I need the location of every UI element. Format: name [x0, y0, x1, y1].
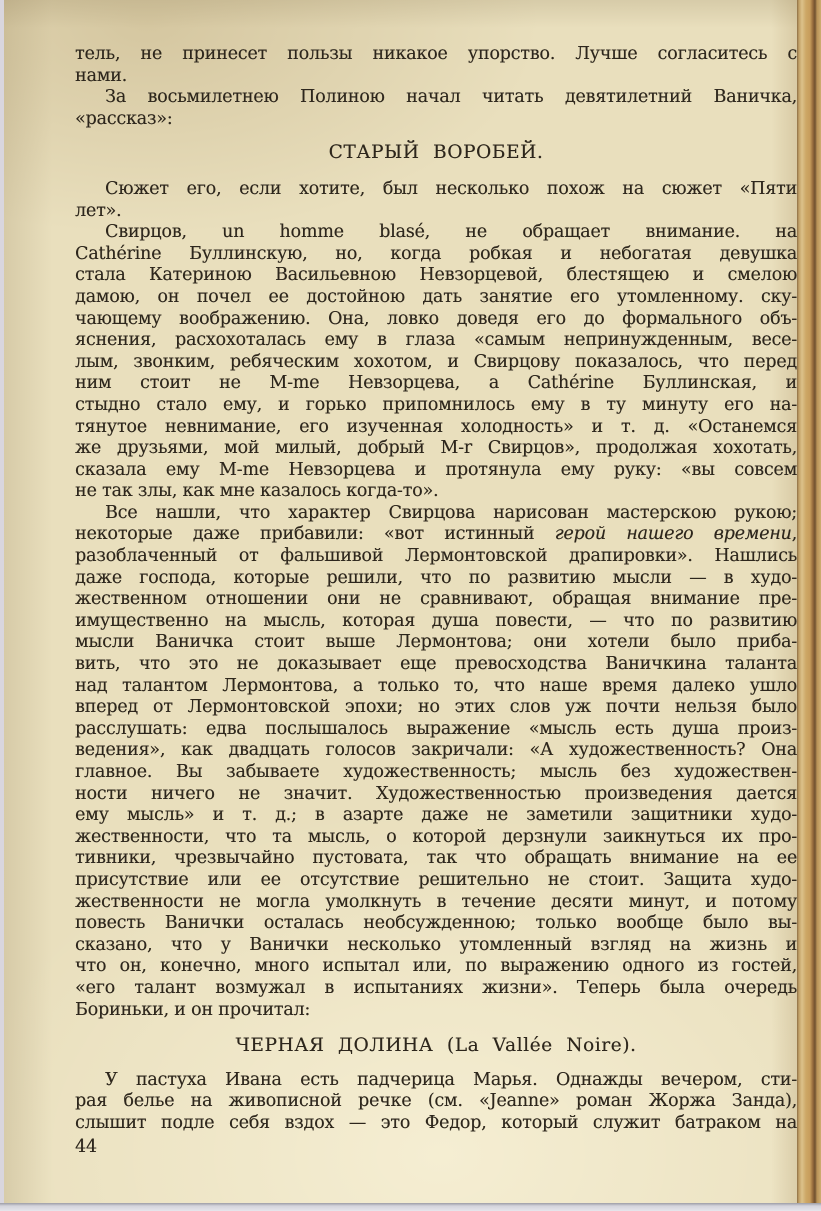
text-line-with-italic [75, 524, 797, 546]
text-line: имущественно на мысль, которая душа повести, — что по развитию [75, 610, 797, 631]
text-line: вперед от Лермонтовской эпохи; но этих слов уж почти нельзя было [75, 697, 797, 718]
discussion-paragraph [75, 503, 797, 1021]
page-edge-right [797, 0, 821, 1203]
text-line: рая белье на живописной речке (см. «Jeanne» роман Жоржа Занда), [75, 1091, 797, 1112]
story-title-stary-vorobey: СТАРЫЙ ВОРОБЕЙ. [328, 142, 544, 164]
text-line: ним стоит не M-me Невзорцева, а Cathérine Буллинская, и [75, 373, 797, 394]
text-line: яснения, расхохоталась ему в глаза «самым непринужденным, весе- [75, 330, 797, 351]
chernaya-dolina-paragraph [75, 1070, 797, 1135]
intro-paragraph [75, 87, 797, 130]
text-line: тянутое невнимание, его изученная холодность» и т. д. «Останемся [75, 416, 797, 437]
text-line: сказано, что у Ванички несколько утомленный взгляд на жизнь и [75, 934, 797, 955]
text-line: стала Катериною Васильевною Невзорцевой, блестящею и смелою [75, 265, 797, 286]
text-line: дамою, он почел ее достойною дать занятие его утомленному. ску- [75, 286, 797, 307]
text-line: стыдно стало ему, и горько припомнилось ему в ту минуту его на- [75, 394, 797, 415]
plot-paragraph [75, 179, 797, 222]
text-line: ему мысль» и т. д.; в азарте даже не заметили защитники худо- [75, 805, 797, 826]
text-line: тивники, чрезвычайно пустовата, так что обращать внимание на ее [75, 848, 797, 869]
text-line: Все нашли, что характер Свирцова нарисован мастерскою рукою; [105, 502, 797, 523]
text-line: сказала ему M-me Невзорцева и протянула ему руку: «вы совсем [75, 459, 797, 480]
text-line: За восьмилетнею Полиною начал читать девятилетний Ваничка, [105, 87, 797, 108]
text-line: ности ничего не значит. Художественностью произведения дается [75, 783, 797, 804]
text-line: жественном отношении они не сравнивают, обращая внимание пре- [75, 589, 797, 610]
text-line: «рассказ»: [75, 108, 173, 129]
text-line: не так злы, как мне казалось когда-то». [75, 481, 439, 502]
text-line: У пастуха Ивана есть падчерица Марья. Однажды вечером, сти- [105, 1069, 797, 1090]
text-line: Cathérine Буллинскую, но, когда робкая и небогатая девушка [75, 243, 797, 264]
italic-phrase: герой нашего времени [554, 524, 792, 545]
text-line: чающему воображению. Она, ловко доведя его до формального объ- [75, 308, 797, 329]
text-line: же друзьями, мой милый, добрый M-r Свирцов», продолжая хохотать, [75, 438, 797, 459]
story-title-chernaya-dolina: ЧЕРНАЯ ДОЛИНА (La Vallée Noire). [235, 1035, 637, 1057]
continuation-paragraph [75, 44, 797, 87]
text-line: жественности, что та мысль, о которой дерзнули заикнуться их про- [75, 826, 797, 847]
text-line: даже господа, которые решили, что по развитию мысли — в худо- [75, 567, 797, 588]
book-page [4, 0, 797, 1203]
text-line: главное. Вы забываете художественность; мысль без художествен- [75, 762, 797, 782]
text-segment: некоторые даже прибавили: «вот истинный [75, 524, 555, 545]
text-line: лым, звонким, ребяческим хохотом, и Свирцову показалось, что перед [75, 351, 797, 372]
text-line: что он, конечно, много испытал или, по выражению одного из гостей, [75, 956, 797, 977]
text-line: повесть Ванички осталась необсужденною; только вообще было вы- [75, 913, 797, 934]
text-line: тель, не принесет пользы никакое упорство. Лучше согласитесь с [75, 44, 797, 64]
page-text-block [75, 44, 797, 1158]
page-number: 44 [75, 1136, 97, 1157]
text-line: вить, что это не доказывает еще превосходства Ваничкина таланта [75, 654, 797, 675]
text-line: слышит подле себя вздох — это Федор, который служит батраком на [75, 1112, 797, 1133]
text-segment: , [791, 524, 797, 545]
text-line: нами. [75, 65, 127, 86]
text-line: мысли Ваничка стоит выше Лермонтова; они хотели было приба- [75, 632, 797, 653]
scanner-bottom-strip [0, 1203, 821, 1211]
text-line: разоблаченный от фальшивой Лермонтовской драпировки». Нашлись [75, 546, 797, 567]
text-line: Бориньки, и он прочитал: [75, 999, 311, 1020]
text-line: жественности не могла умолкнуть в течение десяти минут, и потому [75, 891, 797, 912]
text-line: лет». [75, 200, 122, 221]
text-line: Сюжет его, если хотите, был несколько похож на сюжет «Пяти [105, 178, 797, 199]
text-line: над талантом Лермонтова, а только то, что наше время далеко ушло [75, 675, 797, 696]
text-line: Свирцов, un homme blasé, не обращает внимание. на [105, 222, 797, 243]
svirtsov-paragraph [75, 222, 797, 503]
text-line: присутствие или ее отсутствие решительно не стоит. Защита худо- [75, 869, 797, 890]
text-line: «его талант возмужал в испытаниях жизни». Теперь была очередь [75, 977, 797, 998]
text-line: расслушать: едва послышалось выражение «мысль есть душа произ- [75, 718, 797, 739]
text-line: ведения», как двадцать голосов закричали: «А художественность? Она [75, 740, 797, 761]
